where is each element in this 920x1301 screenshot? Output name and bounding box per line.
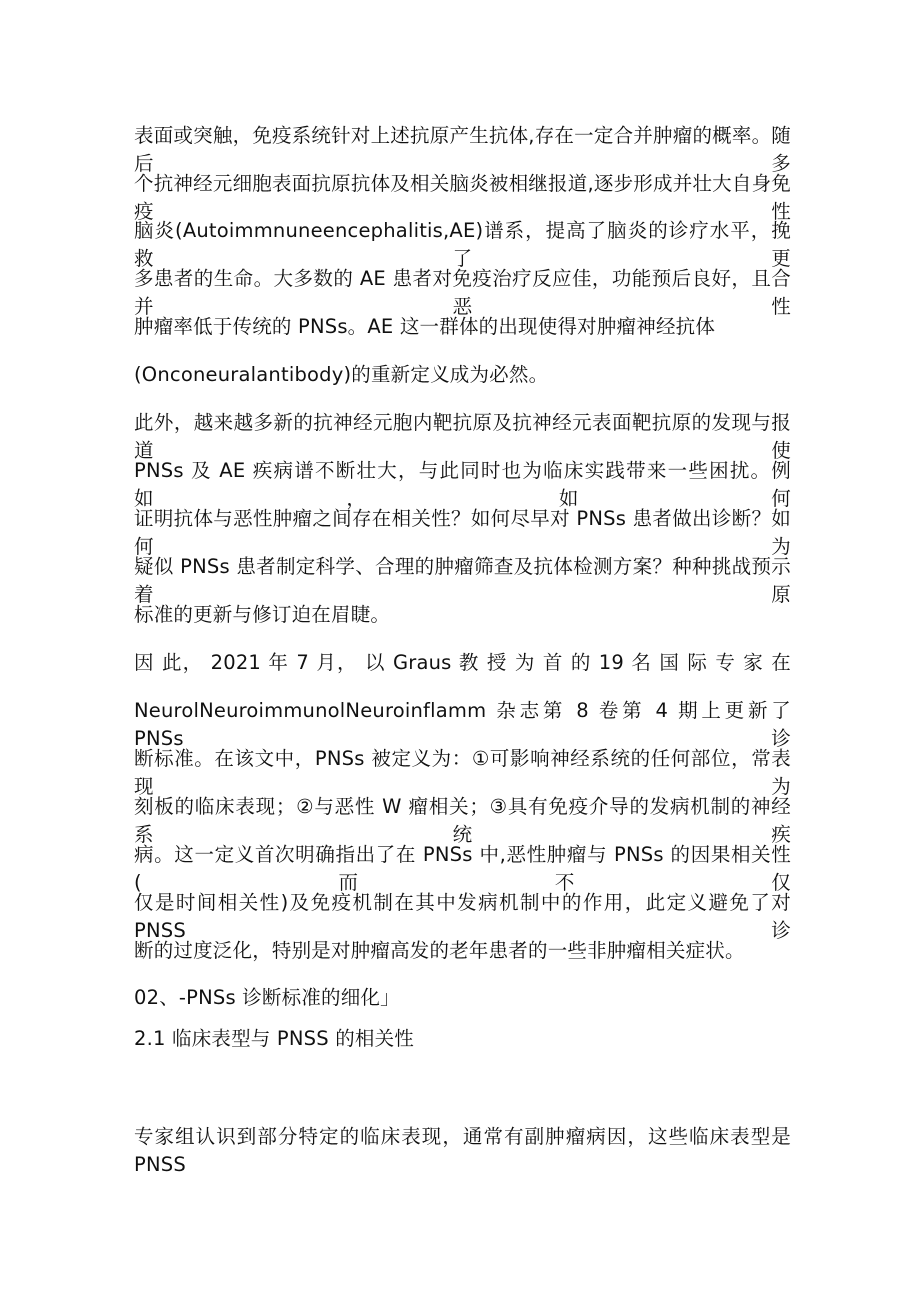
text-line: 标准的更新与修订迫在眉睫。	[134, 603, 391, 626]
text-line: 证明抗体与恶性肿瘤之间存在相关性？如何尽早对 PNSs 患者做出诊断？如何为	[134, 507, 791, 558]
subsection-heading: 2.1 临床表型与 PNSS 的相关性	[134, 1027, 415, 1050]
text-line: 因 此， 2021 年 7 月， 以 Graus 教 授 为 首 的 19 名 国 际 专 家 在	[134, 651, 791, 674]
text-line: NeurolNeuroimmunolNeuroinflamm 杂志第 8 卷第 4 期上更新了 PNSs 诊	[134, 699, 791, 750]
text-line: 肿瘤率低于传统的 PNSs。AE 这一群体的出现使得对肿瘤神经抗体	[134, 315, 716, 338]
text-line: 刻板的临床表现；②与恶性 W 瘤相关；③具有免疫介导的发病机制的神经系统疾	[134, 795, 791, 846]
text-line: 表面或突触，免疫系统针对上述抗原产生抗体,存在一定合并肿瘤的概率。随后多	[134, 124, 791, 175]
text-line: 专家组认识到部分特定的临床表现，通常有副肿瘤病因，这些临床表型是 PNSS	[134, 1125, 791, 1176]
text-line: 多患者的生命。大多数的 AE 患者对免疫治疗反应佳，功能预后良好，且合并恶性	[134, 267, 791, 318]
text-line: 病。这一定义首次明确指出了在 PNSs 中,恶性肿瘤与 PNSs 的因果相关性(而不仅	[134, 843, 791, 894]
text-line: 此外，越来越多新的抗神经元胞内靶抗原及抗神经元表面靶抗原的发现与报道使	[134, 411, 791, 462]
text-line: 仅是时间相关性)及免疫机制在其中发病机制中的作用，此定义避免了对 PNSS 诊	[134, 891, 791, 942]
text-line: 疑似 PNSs 患者制定科学、合理的肿瘤筛查及抗体检测方案？种种挑战预示着原	[134, 555, 791, 606]
text-line: (Onconeuralantibody)的重新定义成为必然。	[134, 363, 549, 386]
text-line: 脑炎(Autoimmnuneencephalitis,AE)谱系，提高了脑炎的诊疗水平，挽救了更	[134, 219, 791, 270]
text-line: PNSs 及 AE 疾病谱不断壮大，与此同时也为临床实践带来一些困扰。例如，如何	[134, 459, 791, 510]
text-line: 断的过度泛化，特别是对肿瘤高发的老年患者的一些非肿瘤相关症状。	[134, 939, 745, 962]
text-line: 断标准。在该文中，PNSs 被定义为：①可影响神经系统的任何部位，常表现为	[134, 747, 791, 798]
section-heading: 02、-PNSs 诊断标准的细化」	[134, 986, 400, 1009]
text-line: 个抗神经元细胞表面抗原抗体及相关脑炎被相继报道,逐步形成并壮大自身免疫性	[134, 172, 791, 223]
